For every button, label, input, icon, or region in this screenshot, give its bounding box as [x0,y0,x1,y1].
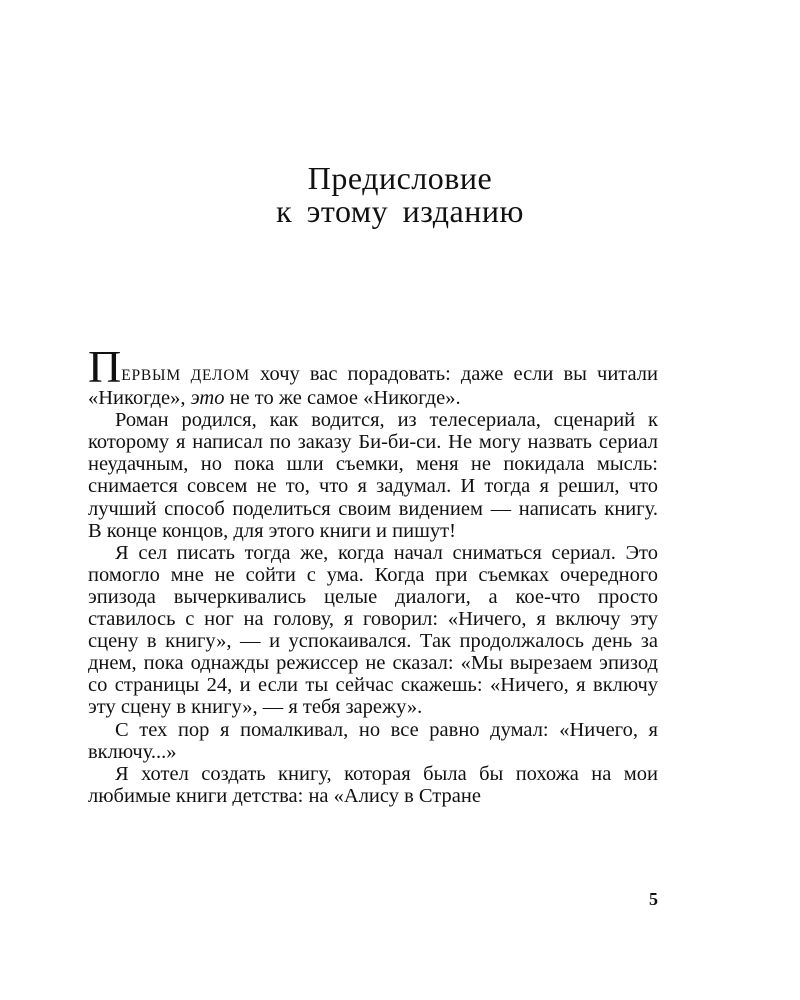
chapter-title-line-2: к этому изданию [276,193,524,229]
page-number: 5 [649,889,658,909]
small-caps-lead: ЕРВЫМ ДЕЛОМ [121,367,250,384]
paragraph-3: Я сел писать тогда же, когда начал сниматься сериал. Это помогло мне не сойти с ума. Когда при съемках очередного эпизода вычеркивались целые диалоги, а кое-что просто ставилось с ног на голову, я говорил: «Ничего, я включу эту сцену в книгу», — и успокаивался. Так продолжалось день за днем, пока однажды режиссер не сказал: «Мы вырезаем эпизод со страницы 24, и если ты сейчас скажешь: «Ничего, я включу эту сцену в книгу», — я тебя зарежу». [88,541,658,719]
chapter-title [0,162,800,228]
body-text [88,341,658,807]
paragraph-5: Я хотел создать книгу, которая была бы похожа на мои любимые книги детства: на «Алису в Стране [88,762,658,807]
paragraph-1-text-b: не то же самое «Никогде». [224,387,461,410]
paragraph-1-text-a: хочу вас порадовать: даже если вы читали «Никогде», [88,363,658,410]
paragraph-4: С тех пор я помалкивал, но все равно думал: «Ничего, я включу...» [88,718,658,763]
drop-cap: П [88,341,122,392]
paragraph-2: Роман родился, как водится, из телесериала, сценарий к которому я написал по заказу Би-би-си. Не могу назвать сериал неудачным, но пока шли съемки, меня не покидала мысль: снимается совсем не то, что я задумал. И тогда я решил, что лучший способ поделиться своим видением — написать книгу. В конце концов, для этого книги и пишут! [88,409,658,542]
paragraph-1 [88,341,658,410]
chapter-title-line-1: Предисловие [307,160,493,196]
italic-word: это [190,387,225,410]
